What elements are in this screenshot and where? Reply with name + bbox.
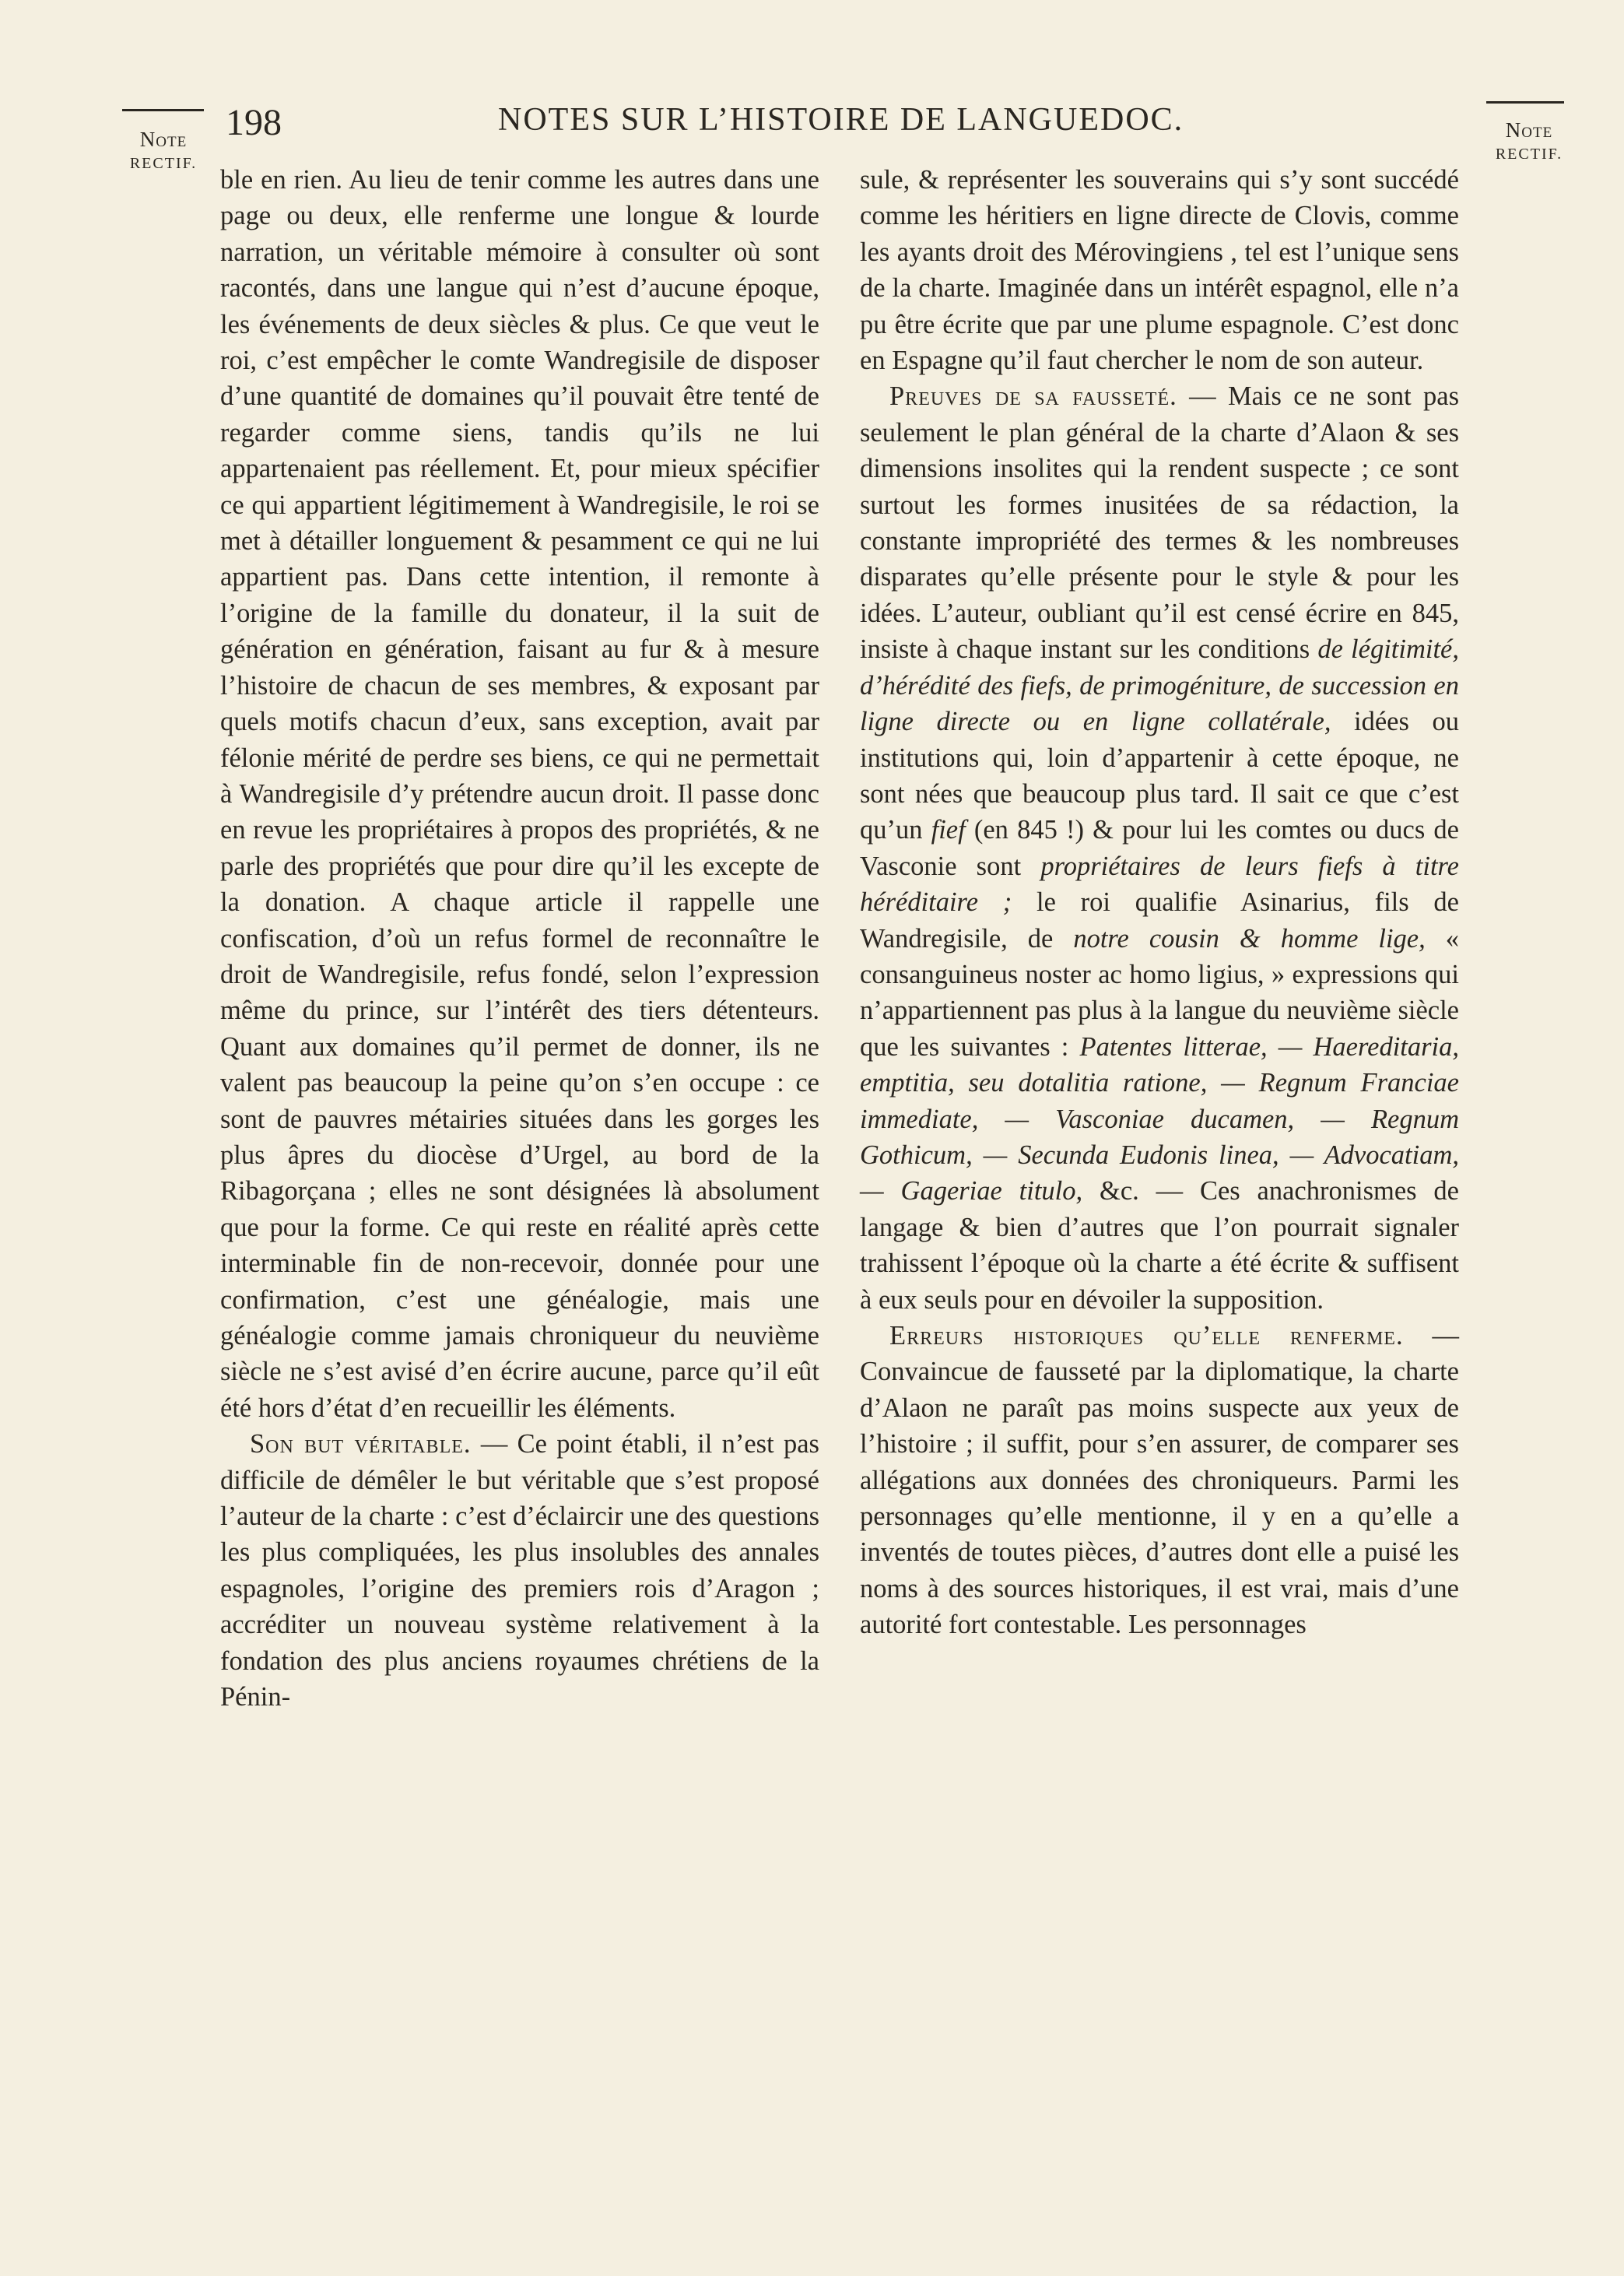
italic-run: propriétaires de leurs fiefs à titre héréditaire ; — [860, 851, 1459, 918]
italic-run: Patentes litterae, — Haereditaria, emptitia, seu dotalitia ratione, — Regnum Franciae immediate, — Vasconiae ducamen, — Regnum Gothicum, — Secunda Eudonis linea, — Advocatiam, — Gageriae titulo, — [860, 1031, 1460, 1206]
right-paragraph-3 — [860, 1318, 1459, 1643]
right-paragraph-3-body: — Convaincue de fausseté par la diplomatique, la charte d’Alaon ne paraît pas moins suspecte aux yeux de l’histoire ; il suffit, pour s’en assurer, de comparer ses allégations aux données des chroniqueurs. Parmi les personnages qu’elle mentionne, il y en a qu’elle a inventés de toutes pièces, d’autres dont elle a puisé les noms à des sources historiques, il est vrai, mais d’une autorité fort contestable. Les personnages — [860, 1321, 1460, 1640]
page-number: 198 — [226, 102, 282, 143]
right-margin-note — [1482, 117, 1576, 164]
section-heading-erreurs: Erreurs historiques qu’elle renferme. — [889, 1321, 1404, 1350]
left-margin-rule — [122, 109, 204, 111]
left-paragraph-2 — [220, 1426, 819, 1715]
right-paragraph-2 — [860, 378, 1459, 1318]
right-column — [860, 162, 1459, 1643]
left-margin-note-line2: RECTIF. — [129, 155, 198, 173]
left-margin-note — [117, 126, 210, 174]
italic-run: de légitimité, d’hérédité des fiefs, de primogéniture, de succession en ligne directe ou en ligne collatérale, — [860, 634, 1459, 737]
text-run: — Mais ce ne sont pas seulement le plan général de la charte d’Alaon & ses dimensions insolites qui la rendent suspecte ; ce sont surtout les formes inusitées de sa rédaction, la constante impropriété des termes & les nombreuses disparates qu’elle présente pour le style & pour les idées. L’auteur, oubliant qu’il est censé écrire en 845, insiste à chaque instant sur les conditions — [860, 381, 1459, 665]
section-heading-preuves: Preuves de sa fausseté. — [889, 381, 1177, 412]
left-paragraph-1: ble en rien. Au lieu de tenir comme les autres dans une page ou deux, elle renferme une longue & lourde narration, un véritable mémoire à consulter où sont racontés, dans une langue qui n’est d’aucune époque, les événements de deux siècles & plus. Ce que veut le roi, c’est empêcher le comte Wandregisile de disposer d’une quantité de domaines qu’il pouvait être tenté de regarder comme siens, tandis qu’ils ne lui appartenaient pas réellement. Et, pour mieux spécifier ce qui appartient légitimement à Wandregisile, le roi se met à détailler longuement & pesamment ce qui ne lui appartient pas. Dans cette intention, il remonte à l’origine de la famille du donateur, il la suit de génération en génération, faisant au fur & à mesure l’histoire de chacun de ses membres, & exposant par quels motifs chacun d’eux, sans exception, avait par félonie mérité de perdre ses biens, ce qui ne permettait à Wandregisile d’y prétendre aucun droit. Il passe donc en revue les propriétaires à propos des propriétés, & ne parle des propriétés que pour dire qu’il les excepte de la donation. A chaque article il rappelle une confiscation, d’où un refus formel de reconnaître le droit de Wandregisile, refus fondé, selon l’expression même du prince, sur l’intérêt des tiers détenteurs. Quant aux domaines qu’il permet de donner, ils ne valent pas beaucoup la peine qu’on s’en occupe : ce sont de pauvres métairies situées dans les gorges les plus âpres du diocèse d’Urgel, au bord de la Ribagorçana ; elles ne sont désignées là absolument que pour la forme. Ce qui reste en réalité après cette interminable fin de non-recevoir, donnée pour une confirmation, c’est une généalogie, mais une généalogie comme jamais chroniqueur du neuvième siècle ne s’est avisé d’en écrire aucune, parce qu’il eût été hors d’état d’en recueillir les éléments. — [220, 165, 819, 1423]
right-margin-note-line2: RECTIF. — [1495, 146, 1563, 163]
section-heading-son-but: Son but véritable. — [250, 1429, 472, 1459]
text-run: idées ou institutions qui, loin d’appartenir à cette époque, ne sont nées que beaucoup plus tard. Il sait ce que c’est qu’un — [860, 707, 1459, 845]
right-margin-rule — [1486, 101, 1564, 104]
text-run: &c. — Ces anachronismes de langage & bien d’autres que l’on pourrait signaler trahissent l’époque où la charte a été écrite & suffisent à eux seuls pour en dévoiler la supposition. — [860, 1176, 1459, 1315]
italic-run: notre cousin & homme lige, — [1073, 923, 1426, 954]
right-margin-note-line1: Note — [1505, 118, 1553, 142]
right-paragraph-1: sule, & représenter les souverains qui s’y sont succédé comme les héritiers en ligne directe de Clovis, comme les ayants droit des Mérovingiens , tel est l’unique sens de la charte. Imaginée dans un intérêt espagnol, elle n’a pu être écrite que par une plume espagnole. C’est donc en Espagne qu’il faut chercher le nom de son auteur. — [860, 165, 1459, 376]
left-paragraph-2-body: — Ce point établi, il n’est pas difficile de démêler le but véritable que s’est proposé l’auteur de la charte : c’est d’éclaircir une des questions les plus compliquées, les plus insolubles des annales espagnoles, l’origine des premiers rois d’Aragon ; accréditer un nouveau système relativement à la fondation des plus anciens royaumes chrétiens de la Pénin- — [220, 1429, 819, 1712]
text-run: (en 845 !) & pour lui les comtes ou ducs de Vasconie sont — [860, 815, 1459, 881]
left-column — [220, 162, 819, 1715]
left-margin-note-line1: Note — [139, 128, 188, 151]
text-run: le roi qualifie Asinarius, fils de Wandregisile, de — [860, 887, 1459, 954]
italic-run: fief — [931, 815, 966, 845]
running-title: NOTES SUR L’HISTOIRE DE LANGUEDOC. — [498, 102, 1184, 138]
text-run: « consanguineus noster ac homo ligius, » expressions qui n’appartiennent pas plus à la langue du neuvième siècle que les suivantes : — [860, 923, 1459, 1062]
